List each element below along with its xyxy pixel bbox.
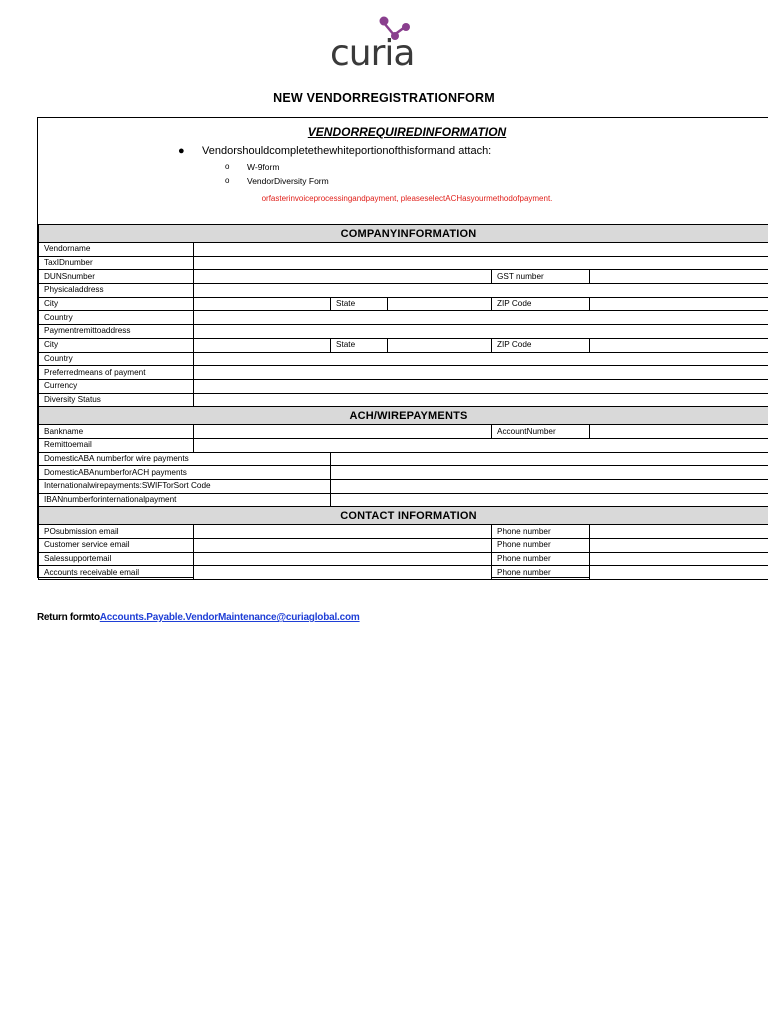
aba-ach-field[interactable] (331, 466, 768, 480)
return-label: Return formto (37, 612, 100, 623)
preferred-payment-label: Preferredmeans of payment (39, 366, 194, 380)
diversity-status-label: Diversity Status (39, 393, 194, 407)
company-info-header-row (39, 225, 768, 243)
table-row (39, 297, 768, 311)
attachment-item-label: VendorDiversity Form (247, 176, 329, 186)
required-info-section (38, 118, 768, 224)
state-label: State (331, 297, 388, 311)
po-email-field[interactable] (194, 525, 492, 539)
cs-email-field[interactable] (194, 539, 492, 553)
po-email-label: POsubmission email (39, 525, 194, 539)
table-row (39, 270, 768, 284)
return-instructions (37, 612, 360, 623)
remit-zip-field[interactable] (590, 338, 768, 352)
table-row (39, 311, 768, 325)
remit-state-label: State (331, 338, 388, 352)
city-field[interactable] (194, 297, 331, 311)
circle-bullet-icon: o (225, 176, 230, 185)
physical-address-label: Physicaladdress (39, 284, 194, 298)
aba-wire-label: DomesticABA numberfor wire payments (39, 452, 331, 466)
remit-zip-label: ZIP Code (492, 338, 590, 352)
company-info-heading: COMPANYINFORMATION (39, 225, 768, 243)
swift-field[interactable] (331, 480, 768, 494)
remit-state-field[interactable] (388, 338, 492, 352)
logo-wordmark: curia (330, 33, 415, 74)
sales-email-label: Salessupportemail (39, 552, 194, 566)
remit-email-label: Remittoemail (39, 438, 194, 452)
bullet-icon: ● (178, 145, 185, 157)
vendor-name-field[interactable] (194, 243, 768, 257)
iban-label: IBANnumberforinternationalpayment (39, 493, 331, 507)
phone-label: Phone number (492, 539, 590, 553)
duns-field[interactable] (194, 270, 492, 284)
attachment-item-label: W-9form (247, 162, 280, 172)
vendor-form (37, 117, 768, 578)
table-row (39, 539, 768, 553)
table-row (39, 552, 768, 566)
table-row (39, 366, 768, 380)
physical-address-field[interactable] (194, 284, 768, 298)
ach-header-row (39, 407, 768, 425)
account-number-field[interactable] (590, 425, 768, 439)
table-row (39, 243, 768, 257)
phone-label: Phone number (492, 552, 590, 566)
table-row (39, 425, 768, 439)
phone-label: Phone number (492, 566, 590, 580)
document-title: NEW VENDORREGISTRATIONFORM (273, 91, 495, 105)
tax-id-field[interactable] (194, 256, 768, 270)
table-row (39, 284, 768, 298)
bank-name-label: Bankname (39, 425, 194, 439)
table-row (39, 379, 768, 393)
cs-phone-field[interactable] (590, 539, 768, 553)
table-row (39, 452, 768, 466)
vendor-name-label: Vendorname (39, 243, 194, 257)
gst-field[interactable] (590, 270, 768, 284)
table-row (39, 480, 768, 494)
sales-email-field[interactable] (194, 552, 492, 566)
country-label: Country (39, 311, 194, 325)
ar-email-field[interactable] (194, 566, 492, 580)
attach-instruction-text: Vendorshouldcompletethewhiteportionofthisformand attach: (202, 145, 492, 157)
ar-phone-field[interactable] (590, 566, 768, 580)
currency-label: Currency (39, 379, 194, 393)
ach-notice: orfasterinvoiceprocessingandpayment, pleaseselectACHasyourmethodofpayment. (261, 194, 553, 203)
table-row (39, 256, 768, 270)
table-row (39, 352, 768, 366)
return-email-link[interactable]: Accounts.Payable.VendorMaintenance@curiaglobal.com (99, 612, 360, 623)
diversity-status-field[interactable] (194, 393, 768, 407)
preferred-payment-field[interactable] (194, 366, 768, 380)
city-label: City (39, 297, 194, 311)
remit-address-label: Paymentremittoaddress (39, 325, 194, 339)
table-row (39, 525, 768, 539)
account-number-label: AccountNumber (492, 425, 590, 439)
remit-email-field[interactable] (194, 438, 768, 452)
bank-name-field[interactable] (194, 425, 492, 439)
gst-label: GST number (492, 270, 590, 284)
currency-field[interactable] (194, 379, 768, 393)
remit-city-field[interactable] (194, 338, 331, 352)
table-row (39, 466, 768, 480)
swift-label: Internationalwirepayments:SWIFTorSort Code (39, 480, 331, 494)
ach-heading: ACH/WIREPAYMENTS (39, 407, 768, 425)
table-row (39, 493, 768, 507)
ar-email-label: Accounts receivable email (39, 566, 194, 580)
zip-field[interactable] (590, 297, 768, 311)
remit-city-label: City (39, 338, 194, 352)
iban-field[interactable] (331, 493, 768, 507)
remit-country-field[interactable] (194, 352, 768, 366)
cs-email-label: Customer service email (39, 539, 194, 553)
remit-country-label: Country (39, 352, 194, 366)
curia-logo (330, 15, 430, 75)
zip-label: ZIP Code (492, 297, 590, 311)
sales-phone-field[interactable] (590, 552, 768, 566)
table-row (39, 338, 768, 352)
required-info-heading: VENDORREQUIREDINFORMATION (307, 125, 507, 139)
aba-ach-label: DomesticABAnumberforACH payments (39, 466, 331, 480)
table-row (39, 325, 768, 339)
po-phone-field[interactable] (590, 525, 768, 539)
form-grid (38, 224, 768, 580)
table-row (39, 393, 768, 407)
tax-id-label: TaxIDnumber (39, 256, 194, 270)
remit-address-field[interactable] (194, 325, 768, 339)
aba-wire-field[interactable] (331, 452, 768, 466)
country-field[interactable] (194, 311, 768, 325)
phone-label: Phone number (492, 525, 590, 539)
state-field[interactable] (388, 297, 492, 311)
duns-label: DUNSnumber (39, 270, 194, 284)
contact-header-row (39, 507, 768, 525)
table-row (39, 438, 768, 452)
circle-bullet-icon: o (225, 162, 230, 171)
table-row (39, 566, 768, 580)
contact-heading: CONTACT INFORMATION (39, 507, 768, 525)
